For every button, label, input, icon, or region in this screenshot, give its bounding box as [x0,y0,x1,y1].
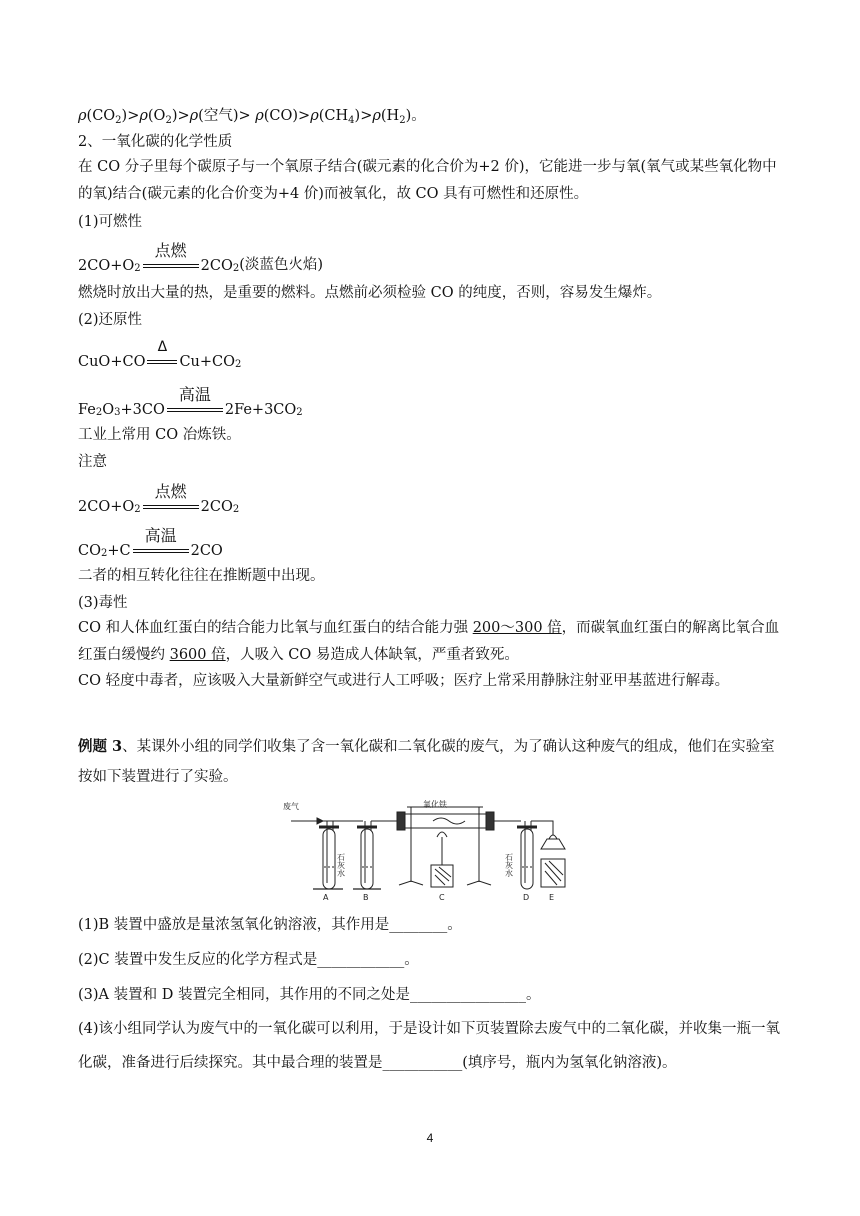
question-1: (1)B 装置中盛放是量浓氢氧化钠溶液，其作用是________。 [78,917,462,933]
example-label: 例题 3 [78,738,123,755]
subscript: 2 [165,115,172,126]
density-text: (O [147,108,166,124]
equation-note: (淡蓝色火焰) [239,257,324,273]
subscript: 2 [115,115,122,126]
example-problem [78,732,784,792]
equation-products: 2CO [190,543,223,559]
subscript: 2 [95,407,103,418]
subsection-heading: (2)还原性 [78,312,143,328]
subsection-heading: (1)可燃性 [78,214,143,230]
reaction-condition: 高温 [178,385,211,404]
reaction-condition: 点燃 [154,241,187,260]
iron-oxide-label: 氧化铁 [423,800,447,809]
rho-symbol: ρ [372,108,381,124]
reaction-condition-sign [143,483,199,515]
equation-reactants: CuO+CO [78,354,146,370]
subscript: 2 [296,407,303,418]
section-paragraph: 在 CO 分子里每个碳原子与一个氧原子结合(碳元素的化合价为+2 价)，它能进一步与氧(氧气或某些氧化物中的氧)结合(碳元素的化合价变为+4 价)而被氧化，故 CO 具有可燃性和还原性。 [78,159,777,202]
underlined-value: 3600 倍 [169,647,226,663]
equation-reactants: CO [78,543,101,559]
equation-reactants: 2CO+O [78,499,135,515]
question-2: (2)C 装置中发生反应的化学方程式是____________。 [78,952,419,968]
apparatus-label-d: D [523,893,530,902]
example-text: 、某课外小组的同学们收集了含一氧化碳和二氧化碳的废气，为了确认这种废气的组成，他们在实验室按如下装置进行了实验。 [78,739,775,785]
subscript: 2 [235,359,242,370]
paragraph-text: CO 和人体血红蛋白的结合能力比氧与血红蛋白的结合能力强 [78,620,473,636]
density-text: )。 [405,108,426,124]
subscript: 2 [232,263,240,274]
equation-reactants: 2CO+O [78,258,135,274]
equation-reactants: +3CO [120,402,165,418]
apparatus-figure [283,797,575,903]
reduction-equation-cuo [78,336,241,370]
reaction-condition-sign [143,242,199,274]
paragraph-text: ，人吸入 CO 易造成人体缺氧，严重者致死。 [225,647,519,663]
question-4: (4)该小组同学认为废气中的一氧化碳可以利用，于是设计如下页装置除去废气中的二氧化碳，并收集一瓶一氧化碳，准备进行后续探究。其中最合理的装置是___________(填序号，瓶内为氢氧化钠溶液)。 [78,1021,781,1071]
density-text: )> [121,108,140,124]
section-heading: 2、一氧化碳的化学性质 [78,134,233,150]
reaction-condition-sign [147,338,177,370]
equation-products: 2CO [200,258,233,274]
limewater-label-d: 石灰水 [504,853,514,877]
apparatus-label-c: C [439,893,445,902]
subscript: 3 [114,407,121,418]
reaction-condition-sign [133,527,189,559]
rho-symbol: ρ [310,108,319,124]
reaction-condition: 点燃 [154,482,187,501]
reduction-equation-fe2o3 [78,384,303,418]
co-combustion-equation [78,481,239,515]
subscript: 2 [134,263,141,274]
density-text: )> [171,108,190,124]
equation-reactants: +C [107,543,131,559]
density-order-line [78,106,426,131]
toxicity-paragraph [78,615,784,669]
rho-symbol: ρ [139,108,148,124]
equation-products: 2CO [200,499,233,515]
rho-symbol: ρ [189,108,199,124]
apparatus-label-b: B [363,893,369,902]
apparatus-label-a: A [323,893,329,902]
subscript: 2 [399,115,406,126]
subscript: 2 [232,504,240,515]
paragraph-text: 燃烧时放出大量的热，是重要的燃料。点燃前必须检验 CO 的纯度，否则，容易发生爆炸。 [78,285,662,301]
density-text: (CO)> [263,108,311,124]
reaction-condition: Δ [157,339,168,355]
density-text: (CH [318,108,349,124]
paragraph-text: ，而碳氧血红蛋白的解离比氧合血红蛋白缓慢约 [78,620,780,663]
equation-reactants: Fe [78,402,96,418]
attention-label: 注意 [78,454,107,470]
subscript: 4 [348,115,355,126]
underlined-value: 200～300 倍 [472,620,562,636]
rho-symbol: ρ [255,108,264,124]
density-text: (H [380,108,400,124]
paragraph-text: 工业上常用 CO 冶炼铁。 [78,427,241,443]
reaction-condition: 高温 [144,526,177,545]
page-number: 4 [426,1131,434,1145]
waste-gas-label: 废气 [283,802,299,811]
subscript: 2 [100,548,108,559]
limewater-label-a: 石灰水 [336,853,346,877]
paragraph-text: 二者的相互转化往往在推断题中出现。 [78,568,325,584]
equation-products: Cu+CO [179,354,236,370]
density-text: (CO [86,108,116,124]
equation-products: 2Fe+3CO [224,402,297,418]
paragraph-text: CO 轻度中毒者，应该吸入大量新鲜空气或进行人工呼吸；医疗上常采用静脉注射亚甲基蓝进行解毒。 [78,673,730,689]
rho-symbol: ρ [78,108,87,124]
density-text: )> [354,108,373,124]
reaction-condition-sign [167,386,223,418]
density-text: (空气)> [198,108,256,124]
question-3: (3)A 装置和 D 装置完全相同，其作用的不同之处是________________。 [78,987,541,1003]
combustion-equation [78,240,323,274]
co2-carbon-equation [78,525,223,559]
subsection-heading: (3)毒性 [78,595,128,611]
subscript: 2 [134,504,141,515]
apparatus-label-e: E [549,893,555,902]
equation-reactants: O [102,402,115,418]
